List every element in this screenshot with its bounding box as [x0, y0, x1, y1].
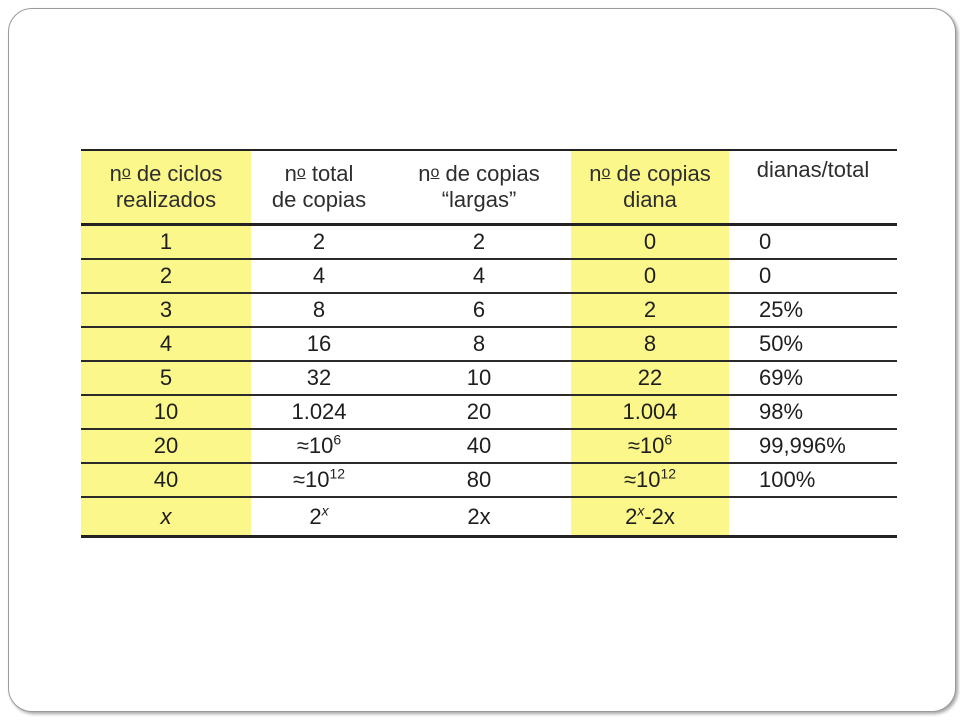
- cell-pct: 0: [729, 225, 897, 260]
- table-row: [81, 463, 897, 497]
- cell-ciclos: 2: [81, 259, 251, 293]
- table-row: [81, 327, 897, 361]
- table-row: [81, 429, 897, 463]
- cell-ciclos: 20: [81, 429, 251, 463]
- cell-total: 4: [251, 259, 387, 293]
- table-row: [81, 497, 897, 537]
- cell-diana: 8: [571, 327, 729, 361]
- header-total: $n^o$ total de copias: [251, 150, 387, 225]
- cell-ciclos: 5: [81, 361, 251, 395]
- cell-diana: 0: [571, 225, 729, 260]
- cell-ciclos: 4: [81, 327, 251, 361]
- table-row: [81, 395, 897, 429]
- table-row: [81, 259, 897, 293]
- table-row: [81, 361, 897, 395]
- cell-pct: 0: [729, 259, 897, 293]
- cell-total: 1.024: [251, 395, 387, 429]
- header-diana: $n^o$ de copias diana: [571, 150, 729, 225]
- cell-diana: $\approx 10^6$: [571, 429, 729, 463]
- cell-diana: $\approx 10^{12}$: [571, 463, 729, 497]
- table-row: [81, 225, 897, 260]
- cell-diana: 1.004: [571, 395, 729, 429]
- cell-diana: 22: [571, 361, 729, 395]
- cell-pct: 99,996%: [729, 429, 897, 463]
- cell-largas: 40: [387, 429, 571, 463]
- cell-largas: 2x: [387, 497, 571, 537]
- cell-largas: 20: [387, 395, 571, 429]
- cell-diana: 2$^x$-2x: [571, 497, 729, 537]
- cell-largas: 2: [387, 225, 571, 260]
- cell-largas: 80: [387, 463, 571, 497]
- cell-largas: 8: [387, 327, 571, 361]
- cell-total: 8: [251, 293, 387, 327]
- header-dianas-total: dianas/total: [729, 150, 897, 225]
- cell-total: $\approx 10^{12}$: [251, 463, 387, 497]
- cell-pct: 50%: [729, 327, 897, 361]
- cell-ciclos: 1: [81, 225, 251, 260]
- slide-frame: [8, 8, 956, 712]
- cell-ciclos: 3: [81, 293, 251, 327]
- cell-total: 32: [251, 361, 387, 395]
- cell-ciclos: 40: [81, 463, 251, 497]
- cell-diana: 2: [571, 293, 729, 327]
- cell-pct: [729, 497, 897, 537]
- cell-largas: 6: [387, 293, 571, 327]
- cell-pct: 100%: [729, 463, 897, 497]
- cell-total: 2: [251, 225, 387, 260]
- cell-total: 2$^x$: [251, 497, 387, 537]
- cell-ciclos: 10: [81, 395, 251, 429]
- cell-largas: 10: [387, 361, 571, 395]
- cell-diana: 0: [571, 259, 729, 293]
- table-row: [81, 293, 897, 327]
- cell-largas: 4: [387, 259, 571, 293]
- header-largas: $n^o$ de copias “largas”: [387, 150, 571, 225]
- copies-table-image: [81, 149, 897, 542]
- cell-total: 16: [251, 327, 387, 361]
- cell-ciclos: x: [81, 497, 251, 537]
- table-header-row: [81, 150, 897, 225]
- cell-pct: 69%: [729, 361, 897, 395]
- cell-total: $\approx 10^6$: [251, 429, 387, 463]
- cell-pct: 25%: [729, 293, 897, 327]
- cell-pct: 98%: [729, 395, 897, 429]
- copies-table: [81, 149, 897, 538]
- header-ciclos: $n^o$ de ciclos realizados: [81, 150, 251, 225]
